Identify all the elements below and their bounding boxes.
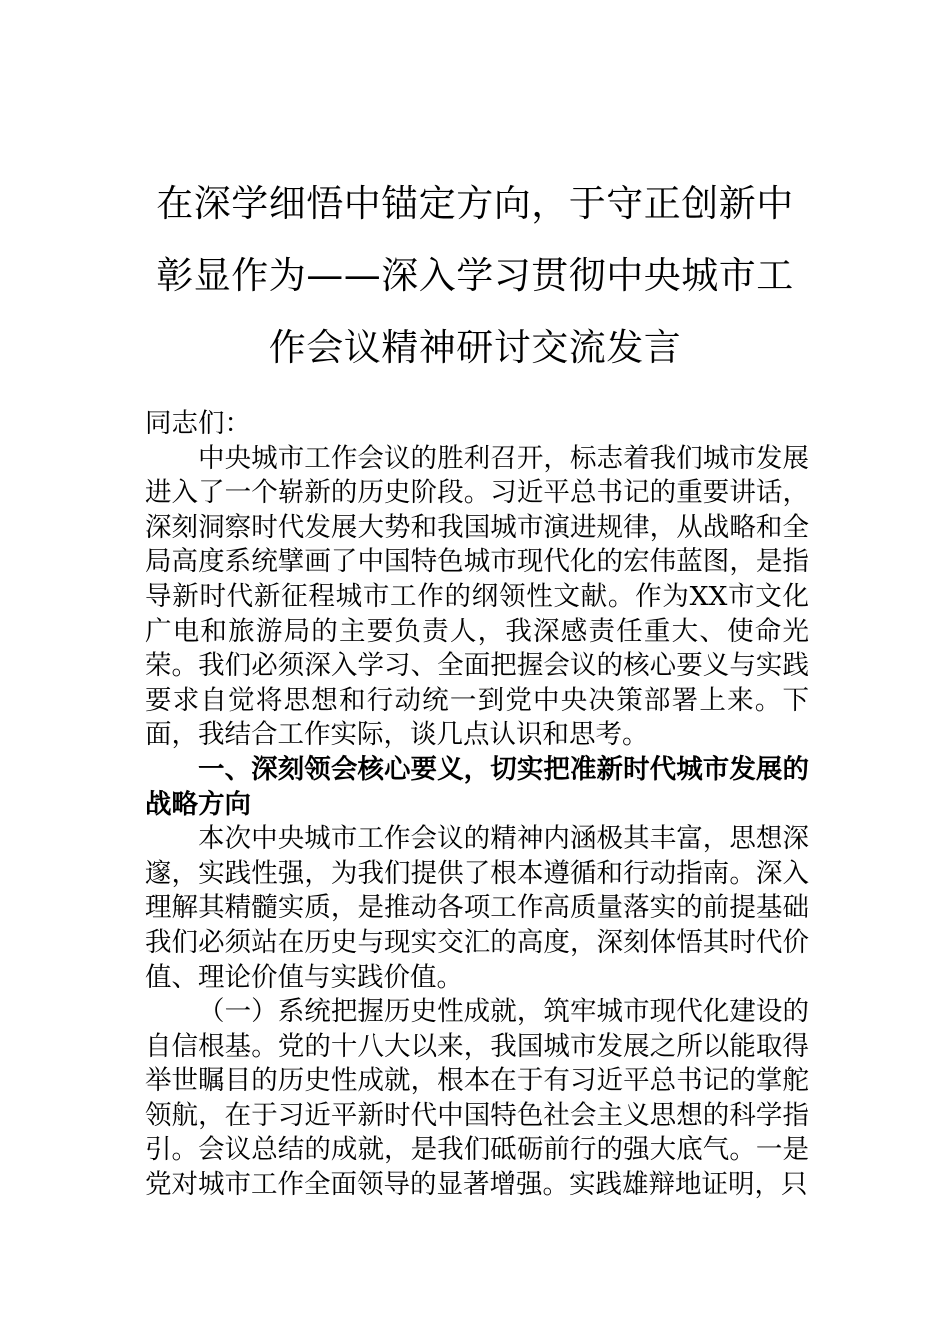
paragraph-section-1: 本次中央城市工作会议的精神内涵极其丰富，思想深邃，实践性强，为我们提供了根本遵循和行动指南。深入理解其精髓实质，是推动各项工作高质量落实的前提基础我们必须站在历史与现实交汇的高度，深刻体悟其时代价值、理论价值与实践价值。 [145,823,809,993]
document-body [145,407,809,1203]
salutation: 同志们： [145,408,251,439]
paragraph-subsection-1: （一）系统把握历史性成就，筑牢城市现代化建设的自信根基。党的十八大以来，我国城市发展之所以能取得举世瞩目的历史性成就，根本在于有习近平总书记的掌舵领航，在于习近平新时代中国特色社会主义思想的科学指引。会议总结的成就，是我们砥砺前行的强大底气。一是党对城市工作全面领导的显著增强。实践雄辩地证明，只 [145,996,809,1201]
document-title: 在深学细悟中锚定方向，于守正创新中彰显作为——深入学习贯彻中央城市工作会议精神研讨交流发言 [156,182,794,369]
section-heading-1: 一、深刻领会核心要义，切实把准新时代城市发展的战略方向 [145,753,809,820]
paragraph-intro: 中央城市工作会议的胜利召开，标志着我们城市发展进入了一个崭新的历史阶段。习近平总书记的重要讲话，深刻洞察时代发展大势和我国城市演进规律，从战略和全局高度系统擘画了中国特色城市现代化的宏伟蓝图，是指导新时代新征程城市工作的纲领性文献。作为XX市文化广电和旅游局的主要负责人，我深感责任重大、使命光荣。我们必须深入学习、全面把握会议的核心要义与实践要求自觉将思想和行动统一到党中央决策部署上来。下面，我结合工作实际，谈几点认识和思考。 [145,442,809,751]
